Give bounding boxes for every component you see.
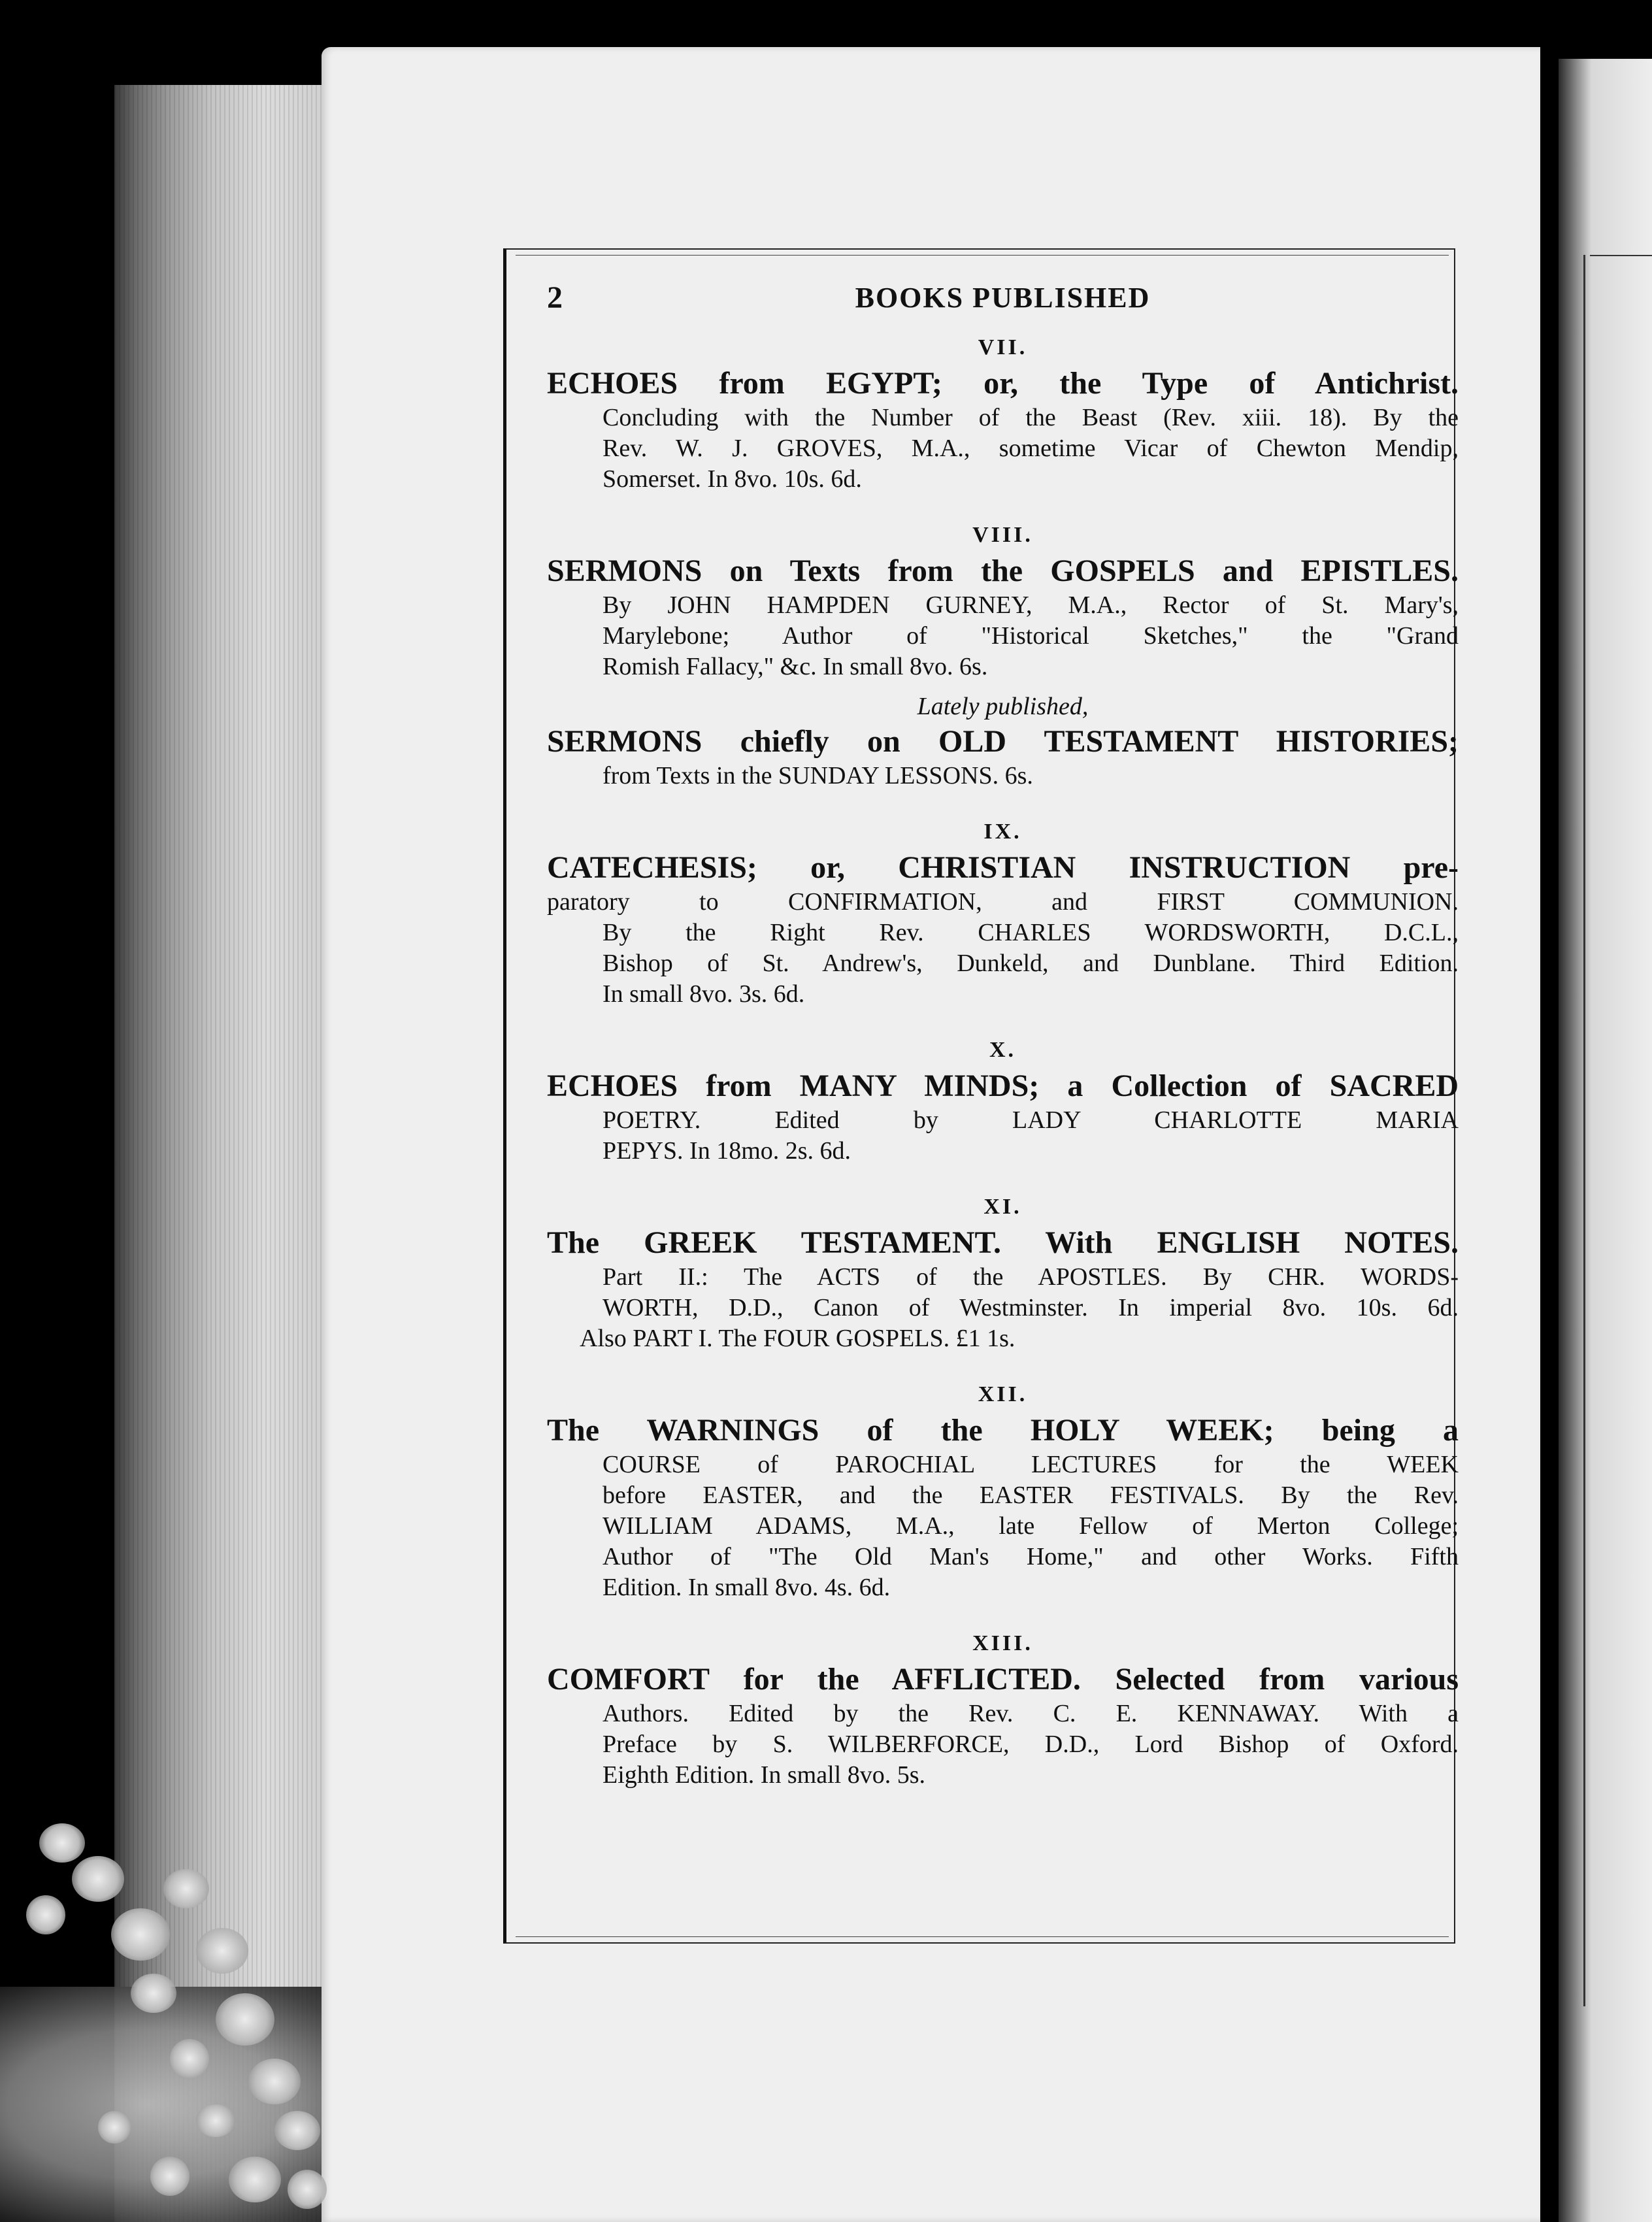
page-number: 2 xyxy=(547,280,563,315)
entry-xi xyxy=(547,1193,1459,1354)
entry-line: PEPYS. In 18mo. 2s. 6d. xyxy=(603,1137,851,1165)
entry-line: By JOHN HAMPDEN GURNEY, M.A., Rector of St. Mary's, xyxy=(603,591,1459,619)
lately-published-label: Lately published, xyxy=(917,693,1089,720)
running-title: BOOKS PUBLISHED xyxy=(855,282,1151,314)
entry-line: Edition. In small 8vo. 4s. 6d. xyxy=(603,1574,891,1601)
page-stack-edge xyxy=(114,85,330,2222)
entry-line: Part II.: The ACTS of the APOSTLES. By CHR. WORDS- xyxy=(603,1263,1459,1291)
entry-line: Concluding with the Number of the Beast (Rev. xiii. 18). By the xyxy=(603,404,1459,431)
entry-title: ECHOES from EGYPT; or, the Type of Antichrist. xyxy=(547,366,1459,401)
entry-ix xyxy=(547,818,1459,1010)
entry-line: WORTH, D.D., Canon of Westminster. In imperial 8vo. 10s. 6d. xyxy=(603,1294,1459,1321)
entry-numeral: XII. xyxy=(978,1382,1028,1406)
entry-line: Eighth Edition. In small 8vo. 5s. xyxy=(603,1761,925,1789)
entry-also-line: Also PART I. The FOUR GOSPELS. £1 1s. xyxy=(580,1325,1016,1352)
facing-page-edge xyxy=(1559,59,1652,2222)
entry-line: Authors. Edited by the Rev. C. E. KENNAWAY. With a xyxy=(603,1700,1459,1727)
entry-line: Rev. W. J. GROVES, M.A., sometime Vicar of Chewton Mendip, xyxy=(603,435,1459,462)
entry-line: In small 8vo. 3s. 6d. xyxy=(603,980,805,1008)
entry-vii xyxy=(547,333,1459,495)
entry-viii xyxy=(547,521,1459,791)
entry-line: WILLIAM ADAMS, M.A., late Fellow of Merton College; xyxy=(603,1512,1459,1540)
entry-numeral: X. xyxy=(989,1038,1017,1062)
running-head xyxy=(547,261,1459,333)
entry-numeral: VII. xyxy=(978,335,1028,359)
entry-xiii xyxy=(547,1629,1459,1791)
entry-numeral: XI. xyxy=(983,1195,1022,1219)
entry-line: Marylebone; Author of "Historical Sketches," the "Grand xyxy=(603,622,1459,650)
entry-x xyxy=(547,1036,1459,1167)
entry-line: Author of "The Old Man's Home," and other Works. Fifth xyxy=(603,1543,1459,1570)
entry-line: POETRY. Edited by LADY CHARLOTTE MARIA xyxy=(603,1106,1459,1134)
entry-line: Bishop of St. Andrew's, Dunkeld, and Dunblane. Third Edition. xyxy=(603,950,1459,977)
entry-line: Preface by S. WILBERFORCE, D.D., Lord Bishop of Oxford. xyxy=(603,1731,1459,1758)
entry-line: before EASTER, and the EASTER FESTIVALS. By the Rev. xyxy=(603,1482,1459,1509)
entry-title: COMFORT for the AFFLICTED. Selected from various xyxy=(547,1662,1459,1697)
entry-numeral: VIII. xyxy=(972,523,1033,547)
entry-line: from Texts in the SUNDAY LESSONS. 6s. xyxy=(603,762,1033,789)
text-column xyxy=(547,261,1459,1791)
entry-line: paratory to CONFIRMATION, and FIRST COMMUNION. xyxy=(547,888,1459,916)
entry-xii xyxy=(547,1380,1459,1603)
entry-numeral: XIII. xyxy=(972,1631,1033,1655)
entry-title: The WARNINGS of the HOLY WEEK; being a xyxy=(547,1413,1459,1448)
entry-line: COURSE of PAROCHIAL LECTURES for the WEEK xyxy=(603,1451,1459,1478)
entry-subtitle: SERMONS chiefly on OLD TESTAMENT HISTORIES; xyxy=(547,724,1459,759)
entry-title: ECHOES from MANY MINDS; a Collection of SACRED xyxy=(547,1069,1459,1103)
entry-numeral: IX. xyxy=(983,820,1022,844)
entry-line: By the Right Rev. CHARLES WORDSWORTH, D.C.L., xyxy=(603,919,1459,946)
entry-line: Somerset. In 8vo. 10s. 6d. xyxy=(603,465,862,493)
entry-line: Romish Fallacy," &c. In small 8vo. 6s. xyxy=(603,653,988,680)
entry-title: SERMONS on Texts from the GOSPELS and EPISTLES. xyxy=(547,554,1459,588)
entry-title: CATECHESIS; or, CHRISTIAN INSTRUCTION pre- xyxy=(547,850,1459,885)
entry-title: The GREEK TESTAMENT. With ENGLISH NOTES. xyxy=(547,1225,1459,1260)
